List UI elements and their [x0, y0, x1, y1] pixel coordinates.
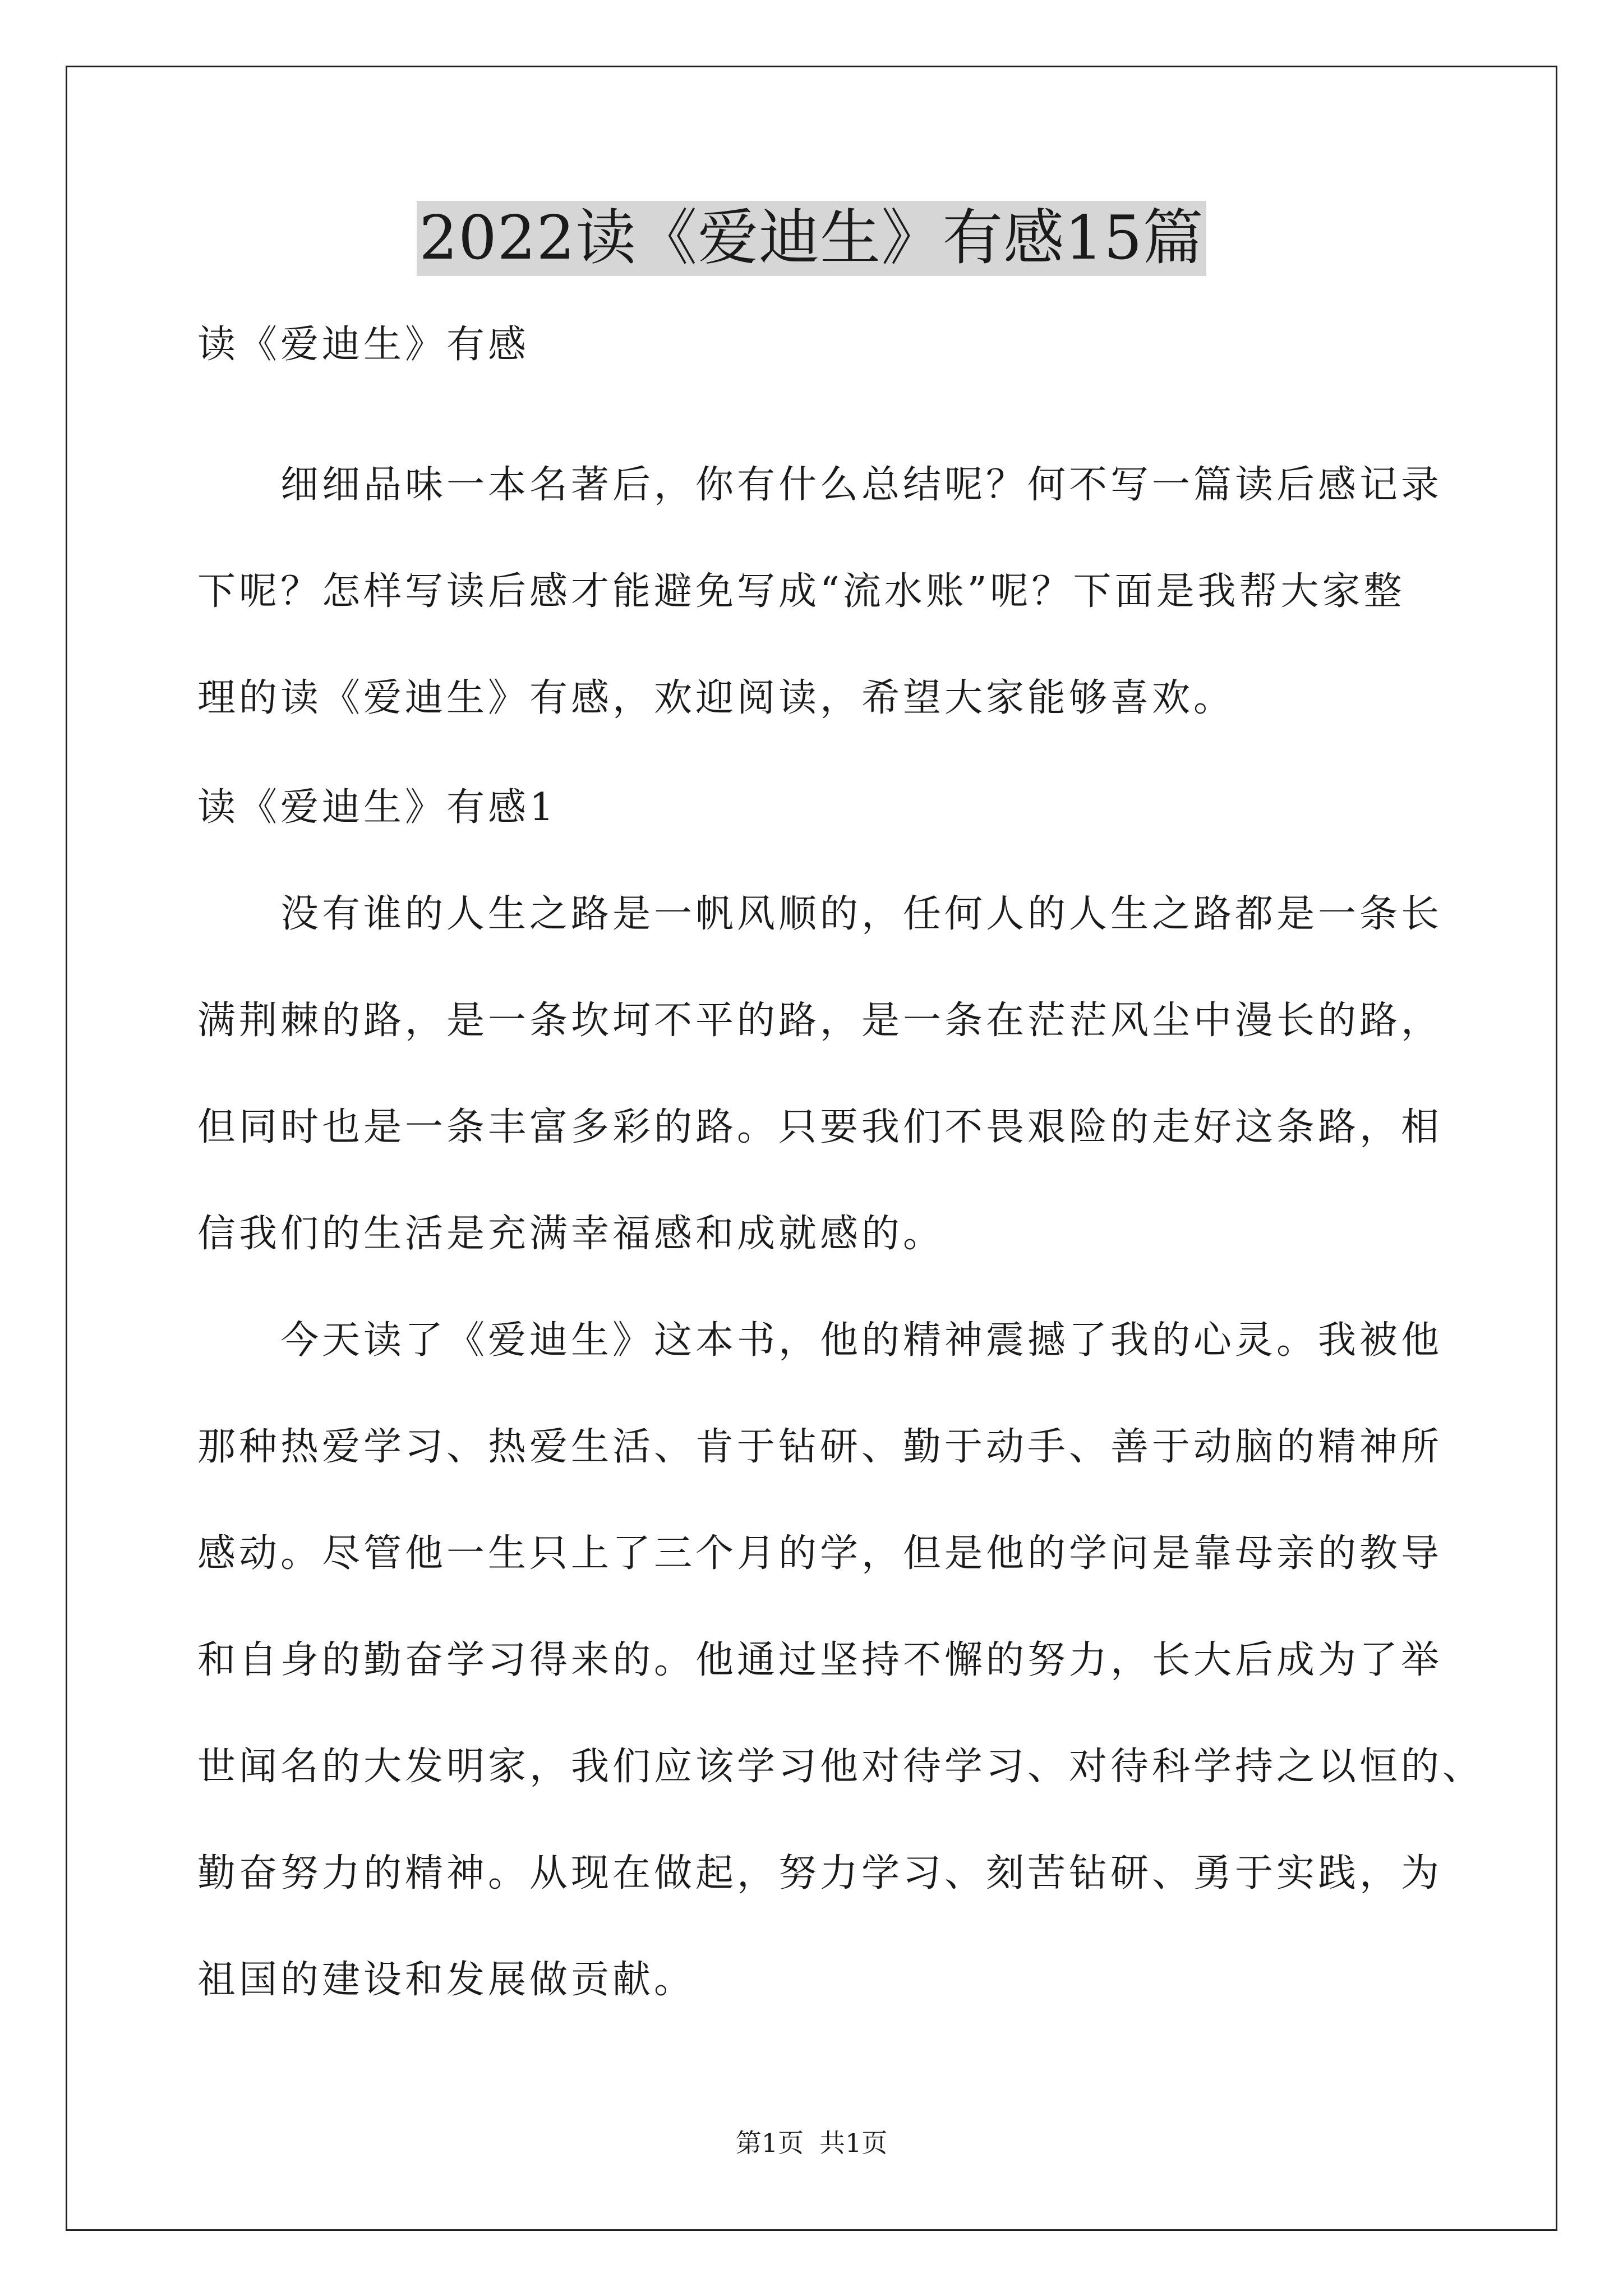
para2-line-5: 世闻名的大发明家，我们应该学习他对待学习、对待科学持之以恒的、 [197, 1745, 1484, 1789]
para2-line-1: 今天读了《爱迪生》这本书，他的精神震撼了我的心灵。我被他 [280, 1318, 1443, 1363]
para2-line-3: 感动。尽管他一生只上了三个月的学，但是他的学问是靠母亲的教导 [197, 1531, 1443, 1576]
para2-line-6: 勤奋努力的精神。从现在做起，努力学习、刻苦钻研、勇于实践，为 [197, 1851, 1443, 1895]
intro-line-2: 下呢？怎样写读后感才能避免写成“流水账”呢？下面是我帮大家整 [197, 569, 1405, 614]
page-footer [0, 2126, 1623, 2160]
title-container [0, 201, 1623, 276]
para2-line-2: 那种热爱学习、热爱生活、肯于钻研、勤于动手、善于动脑的精神所 [197, 1425, 1443, 1469]
document-title: 2022读《爱迪生》有感15篇 [417, 201, 1206, 276]
para1-line-1: 没有谁的人生之路是一帆风顺的，任何人的人生之路都是一条长 [280, 892, 1443, 936]
section-heading-intro: 读《爱迪生》有感 [197, 323, 530, 367]
para2-line-4: 和自身的勤奋学习得来的。他通过坚持不懈的努力，长大后成为了举 [197, 1638, 1443, 1682]
intro-line-1: 细细品味一本名著后，你有什么总结呢？何不写一篇读后感记录 [280, 463, 1443, 507]
page-number-current: 第1页 [735, 2128, 804, 2158]
section-heading-1: 读《爱迪生》有感1 [197, 785, 557, 830]
page-number-total: 共1页 [819, 2128, 888, 2158]
para2-line-7: 祖国的建设和发展做贡献。 [197, 1958, 696, 2002]
para1-line-3: 但同时也是一条丰富多彩的路。只要我们不畏艰险的走好这条路，相 [197, 1105, 1443, 1149]
intro-line-3: 理的读《爱迪生》有感，欢迎阅读，希望大家能够喜欢。 [197, 676, 1235, 720]
para1-line-2: 满荆棘的路，是一条坎坷不平的路，是一条在茫茫风尘中漫长的路， [197, 999, 1443, 1043]
para1-line-4: 信我们的生活是充满幸福感和成就感的。 [197, 1212, 945, 1256]
